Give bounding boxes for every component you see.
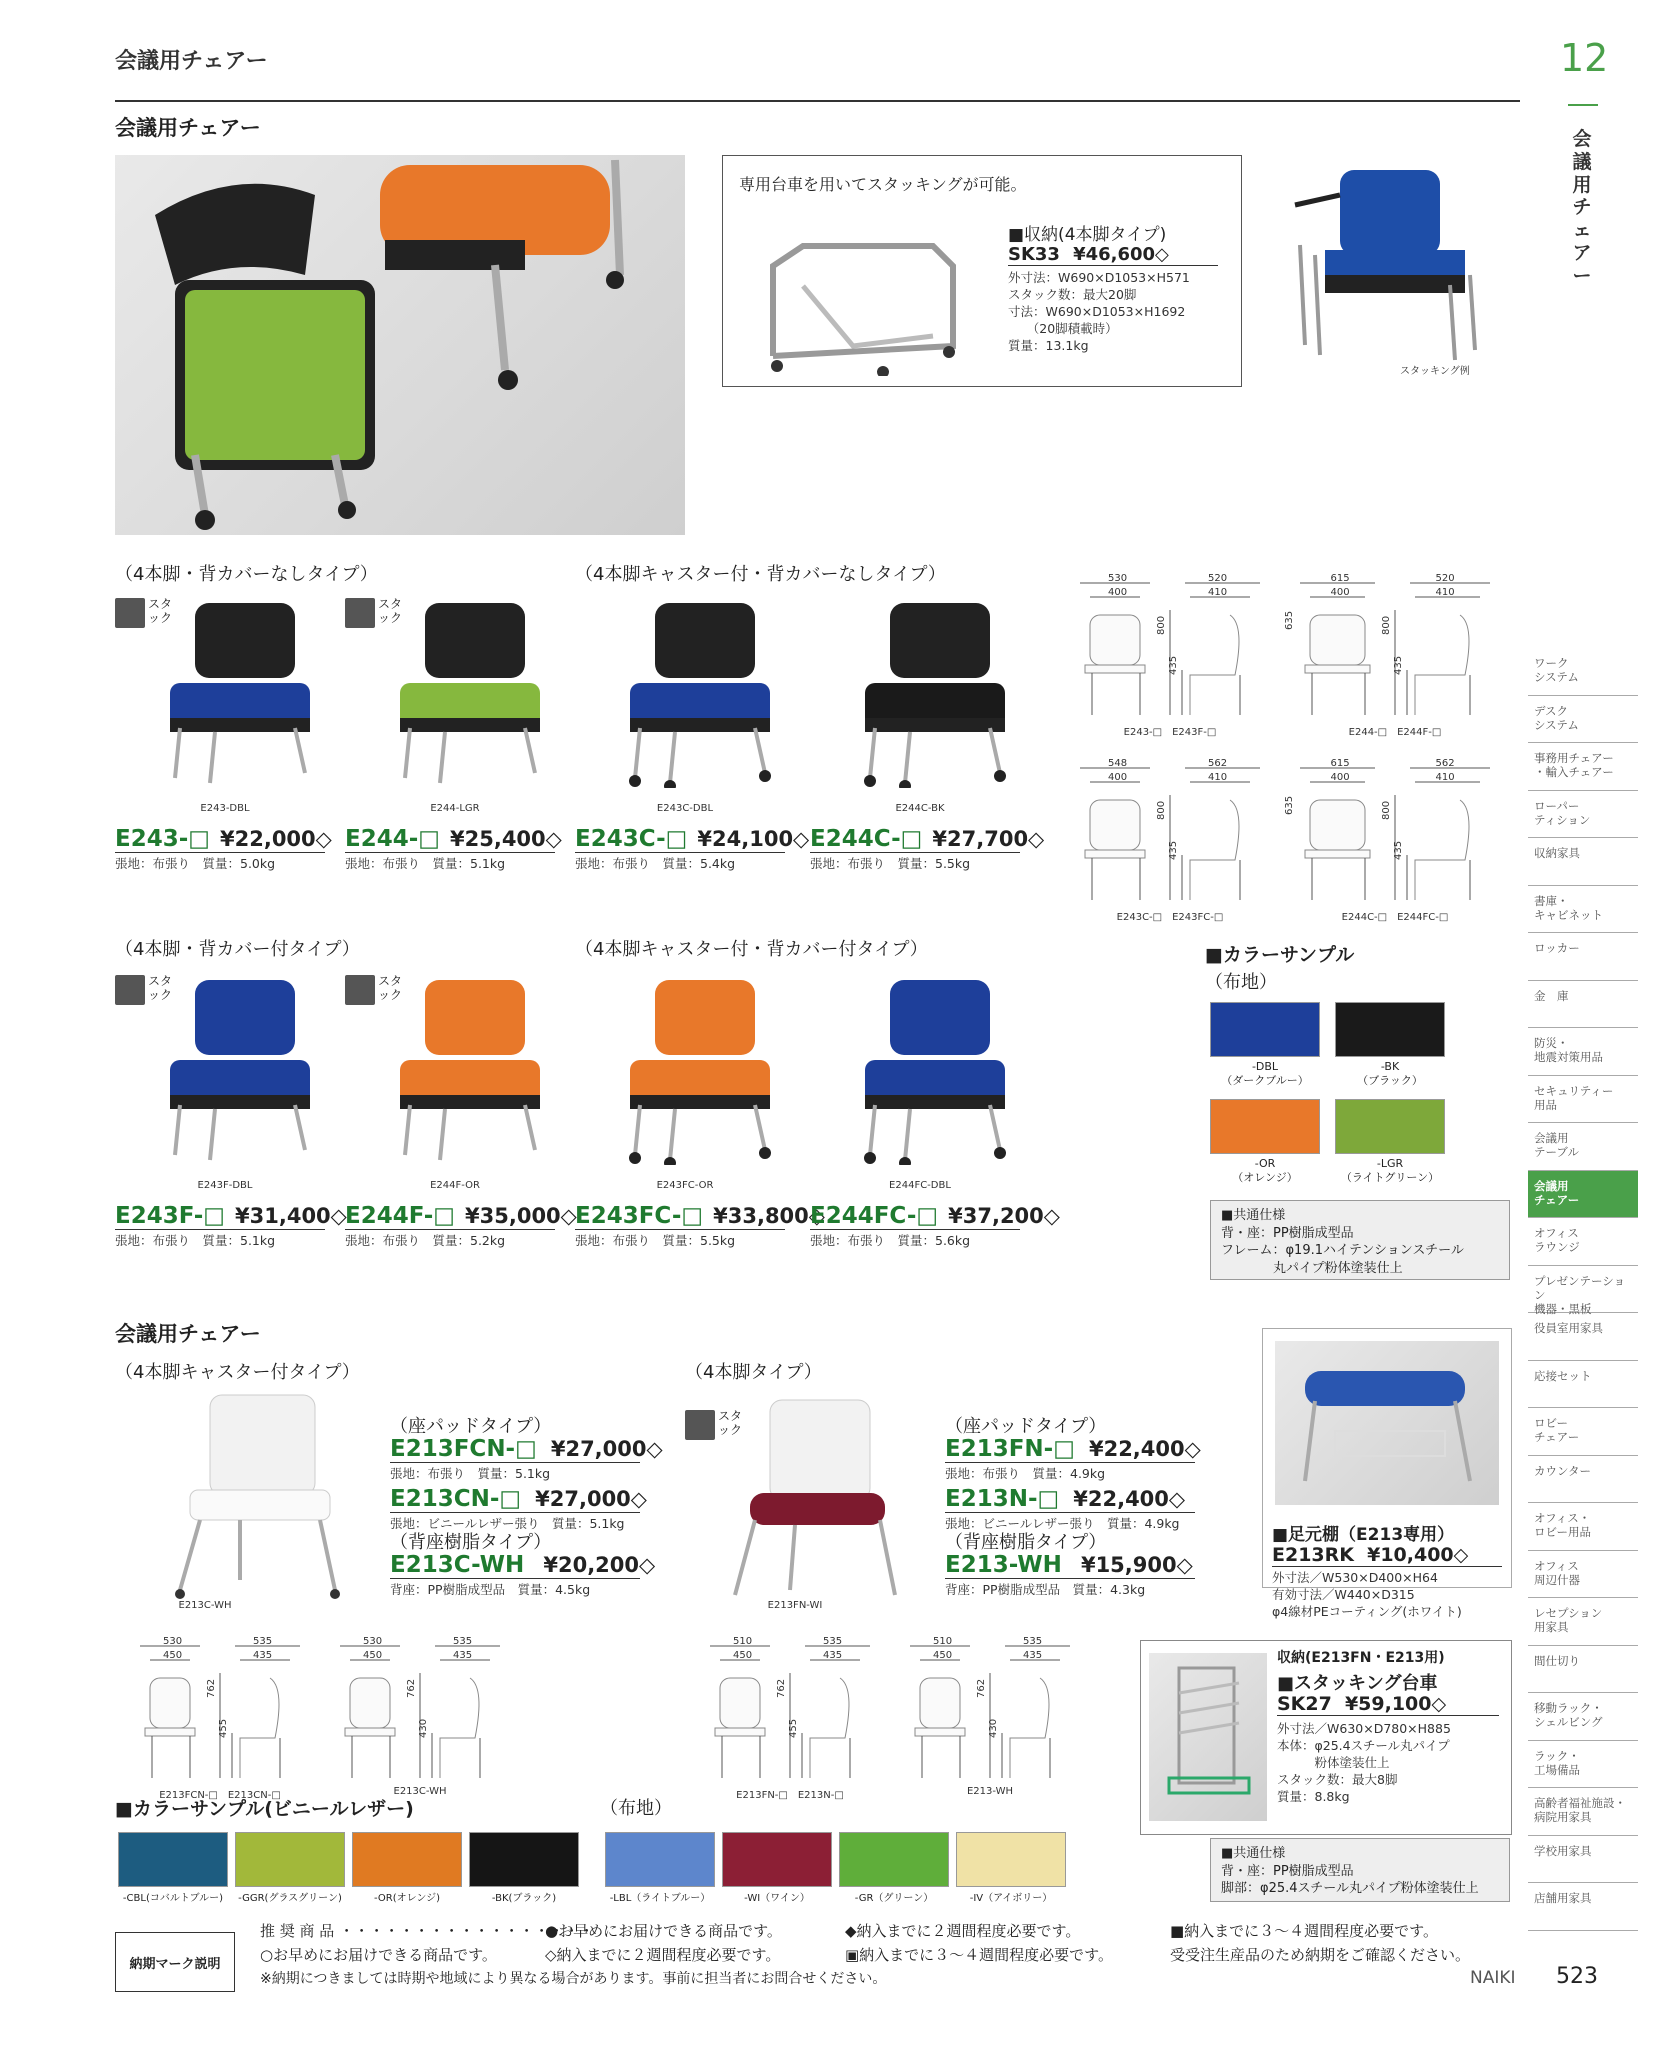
stack-icon — [345, 975, 375, 1005]
chair-image-label: E244-LGR — [430, 803, 480, 814]
dimension-label: 762 — [406, 1678, 417, 1698]
color-swatch — [1335, 1002, 1445, 1057]
dimension-label: 530 — [163, 1636, 183, 1647]
common-spec-1: ■共通仕様 背・座：PP樹脂成型品 フレーム：φ19.1ハイテンションスチール 丸パイプ粉体塗装仕上 — [1210, 1200, 1510, 1280]
sidebar-item[interactable]: レセプション 用家具 — [1528, 1598, 1638, 1646]
sidebar-item[interactable]: セキュリティー 用品 — [1528, 1076, 1638, 1124]
product-code-price — [575, 826, 810, 853]
chair-illustration — [145, 975, 325, 1165]
dimension-label: 450 — [163, 1650, 183, 1661]
delivery-mark-box: 納期マーク説明 — [115, 1932, 235, 1992]
dimension-label: 435 — [1393, 655, 1404, 675]
sidebar-item[interactable]: ローパー ティション — [1528, 791, 1638, 839]
stacking-lead: 専用台車を用いてスタッキングが可能。 — [739, 175, 1027, 194]
product-spec: 張地：布張り 質量：5.1kg — [390, 1466, 551, 1481]
caster-resin-spec: 背座：PP樹脂成型品 質量：4.5kg — [390, 1582, 591, 1597]
stack-icon — [115, 598, 145, 628]
sidebar-item[interactable]: オフィス ラウンジ — [1528, 1218, 1638, 1266]
sidebar-item[interactable]: デスク システム — [1528, 696, 1638, 744]
stack-icon-label: スタ ック — [718, 1409, 743, 1437]
footer-row1-3: ■納入までに３～４週間程度必要です。 — [1170, 1922, 1438, 1940]
dimension-label: 435 — [1393, 840, 1404, 860]
dimension-label: 400 — [1108, 587, 1128, 598]
stacking-spec: 外寸法：W690×D1053×H571 スタック数：最大20脚 寸法：W690×D1053×H1692 （20脚積載時） 質量：13.1kg — [1008, 270, 1190, 353]
color-swatch — [605, 1832, 715, 1887]
color-swatch-label: -CBL(コバルトブルー) — [122, 1893, 224, 1904]
stacking-example-illustration — [1280, 165, 1490, 365]
color-sample-title: ■カラーサンプル — [1205, 944, 1355, 966]
dimension-label: 455 — [788, 1718, 799, 1738]
color-swatch — [469, 1832, 579, 1887]
sk27-photo — [1149, 1653, 1267, 1821]
caster-group-label: （4本脚キャスター付タイプ） — [115, 1362, 360, 1383]
product-code: E213FN-□ — [945, 1436, 1075, 1462]
dimension-caption: E243-□ E243F-□ — [1123, 727, 1217, 738]
chair-image-label: E244C-BK — [895, 803, 945, 814]
dimension-label: 435 — [823, 1650, 843, 1661]
product-spec: 張地：布張り 質量：5.6kg — [810, 1233, 971, 1248]
product-code-price — [390, 1486, 647, 1513]
e213fn-chair-illustration — [730, 1395, 900, 1600]
product-spec: 張地：布張り 質量：5.4kg — [575, 856, 736, 871]
leg-group-label: （4本脚タイプ） — [685, 1362, 822, 1383]
dimension-label: 430 — [988, 1718, 999, 1738]
product-code: E243F-□ — [115, 1203, 226, 1229]
footer-row1-2: ◆納入までに２週間程度必要です。 — [845, 1922, 1081, 1940]
product-spec: 張地：布張り 質量：4.9kg — [945, 1466, 1106, 1481]
sidebar-item[interactable]: 高齢者福祉施設・ 病院用家具 — [1528, 1788, 1638, 1836]
color-swatch — [956, 1832, 1066, 1887]
product-price: ¥24,100◇ — [697, 827, 810, 851]
dimension-label: 510 — [933, 1636, 953, 1647]
product-code-price — [945, 1436, 1201, 1463]
product-code: E244F-□ — [345, 1203, 456, 1229]
dimension-label: 548 — [1108, 758, 1128, 769]
stacking-code-price — [1008, 244, 1218, 266]
product-code-price — [345, 1203, 577, 1230]
dimension-caption: E213-WH — [966, 1786, 1013, 1797]
page-number: 523 — [1556, 1964, 1598, 1989]
stacking-storage-title: ■収納(4本脚タイプ) — [1008, 225, 1167, 245]
product-spec: 張地：ビニールレザー張り 質量：5.1kg — [390, 1516, 625, 1531]
sidebar-item[interactable]: オフィス 周辺什器 — [1528, 1551, 1638, 1599]
sidebar-item[interactable]: 書庫・ キャビネット — [1528, 886, 1638, 934]
product-code-price — [115, 826, 332, 853]
footrest-illustration — [1275, 1341, 1501, 1505]
sk27-storage: 収納(E213FN・E213用) — [1277, 1650, 1445, 1666]
hero-photo — [115, 155, 685, 535]
dimension-label: 535 — [823, 1636, 843, 1647]
chair-image-label: E244FC-DBL — [889, 1180, 951, 1191]
stack-icon-label: スタ ック — [378, 974, 403, 1002]
sk27-code: SK27 — [1277, 1693, 1332, 1715]
dimension-label: 450 — [733, 1650, 753, 1661]
color-swatch-label: -BK （ブラック） — [1357, 1060, 1423, 1088]
color-swatch-label: -GR（グリーン） — [854, 1893, 934, 1904]
dimension-label: 410 — [1435, 587, 1455, 598]
common-spec-2: ■共通仕様 背・座：PP樹脂成型品 脚部：φ25.4スチール丸パイプ粉体塗装仕上 — [1210, 1838, 1510, 1902]
legs-resin-label: （背座樹脂タイプ） — [945, 1532, 1107, 1553]
sidebar-item[interactable]: 店舗用家具 — [1528, 1883, 1638, 1931]
sidebar-item[interactable]: 収納家具 — [1528, 838, 1638, 886]
dimension-label: 410 — [1208, 587, 1228, 598]
stacking-cart-box — [722, 155, 1242, 387]
sidebar-item[interactable]: ロビー チェアー — [1528, 1408, 1638, 1456]
dimension-label: 450 — [363, 1650, 383, 1661]
dimension-caption: E244C-□ E244FC-□ — [1341, 912, 1449, 923]
e213c-chair-illustration — [170, 1390, 350, 1600]
dimension-label: 400 — [1108, 772, 1128, 783]
dimension-label: 762 — [776, 1678, 787, 1698]
footer-note: ※納期につきましては時期や地域により異なる場合があります。事前に担当者にお問合せください。 — [260, 1971, 887, 1987]
sidebar-item[interactable]: オフィス・ ロビー用品 — [1528, 1503, 1638, 1551]
legs-resin-code: E213-WH — [945, 1552, 1062, 1578]
product-price: ¥27,000◇ — [550, 1437, 663, 1461]
product-price: ¥27,700◇ — [932, 827, 1045, 851]
product-spec: 張地：布張り 質量：5.5kg — [810, 856, 971, 871]
color-swatch — [235, 1832, 345, 1887]
legs-resin-spec: 背座：PP樹脂成型品 質量：4.3kg — [945, 1582, 1146, 1597]
dimension-label: 635 — [1284, 610, 1295, 630]
footer-row2-1: ◇納入までに２週間程度必要です。 — [545, 1946, 781, 1964]
sidebar-item[interactable]: 間仕切り — [1528, 1646, 1638, 1694]
color-swatch — [839, 1832, 949, 1887]
dimension-label: 435 — [1168, 655, 1179, 675]
color-swatch-label: -OR （オレンジ） — [1232, 1157, 1298, 1185]
dimension-label: 435 — [253, 1650, 273, 1661]
chair-illustration — [840, 975, 1020, 1165]
dimension-label: 530 — [1108, 573, 1128, 584]
dimension-label: 562 — [1208, 758, 1228, 769]
dimension-label: 435 — [453, 1650, 473, 1661]
sk27-price: ¥59,100◇ — [1344, 1693, 1447, 1715]
footrest-photo — [1275, 1341, 1499, 1505]
product-spec: 張地：布張り 質量：5.0kg — [115, 856, 276, 871]
caster-resin-code: E213C-WH — [390, 1552, 525, 1578]
color-swatch-label: -WI（ワイン） — [744, 1893, 810, 1904]
dimension-label: 435 — [1168, 840, 1179, 860]
dimension-label: 400 — [1330, 587, 1350, 598]
color-swatch — [1335, 1099, 1445, 1154]
product-spec: 張地：ビニールレザー張り 質量：4.9kg — [945, 1516, 1180, 1531]
dimension-label: 455 — [218, 1718, 229, 1738]
chair-image-label: E243C-DBL — [656, 803, 714, 814]
color-swatch — [1210, 1002, 1320, 1057]
product-price: ¥22,400◇ — [1088, 1437, 1201, 1461]
sidebar-item[interactable]: 役員室用家具 — [1528, 1313, 1638, 1361]
product-spec: 張地：布張り 質量：5.2kg — [345, 1233, 506, 1248]
caster-resin-row — [390, 1552, 656, 1579]
e213c-image-label: E213C-WH — [178, 1600, 232, 1611]
product-price: ¥37,200◇ — [948, 1204, 1060, 1228]
dimension-label: 400 — [1330, 772, 1350, 783]
product-code: E243FC-□ — [575, 1203, 704, 1229]
hero-chairs-illustration — [115, 155, 685, 535]
chair-illustration — [605, 975, 785, 1165]
legs-resin-row — [945, 1552, 1195, 1579]
dimension-label: 762 — [976, 1678, 987, 1698]
product-price: ¥33,800◇ — [713, 1204, 825, 1228]
sidebar-item[interactable]: 会議用 チェアー — [1528, 1171, 1638, 1219]
dimension-label: 800 — [1381, 800, 1392, 820]
product-price: ¥31,400◇ — [235, 1204, 347, 1228]
footrest-code-price — [1272, 1544, 1502, 1567]
e213fn-image-label: E213FN-WI — [767, 1600, 823, 1611]
product-code: E244C-□ — [810, 826, 923, 852]
legs-resin-price: ¥15,900◇ — [1080, 1553, 1193, 1577]
product-price: ¥22,000◇ — [220, 827, 332, 851]
color-swatch — [118, 1832, 228, 1887]
product-code-price — [810, 1203, 1060, 1230]
product-code-price — [575, 1203, 825, 1230]
dimension-label: 635 — [1284, 795, 1295, 815]
sidebar-item[interactable]: 防災・ 地震対策用品 — [1528, 1028, 1638, 1076]
color-swatch-label: -DBL （ダークブルー） — [1221, 1060, 1309, 1088]
product-price: ¥22,400◇ — [1073, 1487, 1186, 1511]
footrest-code: E213RK — [1272, 1544, 1354, 1566]
sidebar-item[interactable]: 金 庫 — [1528, 981, 1638, 1029]
sk27-code-price — [1277, 1693, 1499, 1716]
stacking-example-label: スタッキング例 — [1400, 366, 1470, 377]
dimension-label: 800 — [1156, 615, 1167, 635]
dimension-caption: E244-□ E244F-□ — [1348, 727, 1442, 738]
dimension-caption: E243C-□ E243FC-□ — [1116, 912, 1224, 923]
color-swatch — [352, 1832, 462, 1887]
sidebar-item[interactable]: カウンター — [1528, 1456, 1638, 1504]
color-swatch-label: -BK(ブラック) — [491, 1893, 557, 1904]
color-swatch-label: -OR(オレンジ) — [373, 1893, 440, 1904]
dimension-label: 562 — [1435, 758, 1455, 769]
sidebar-item[interactable]: ロッカー — [1528, 933, 1638, 981]
chair-image-label: E243-DBL — [200, 803, 250, 814]
dimension-caption: E213C-WH — [393, 1786, 447, 1797]
page-header-title: 会議用チェアー — [115, 49, 268, 74]
dimension-label: 535 — [253, 1636, 273, 1647]
product-code: E213FCN-□ — [390, 1436, 537, 1462]
color-swatch-label: -GGR(グラスグリーン) — [238, 1893, 342, 1904]
dimension-label: 615 — [1330, 573, 1350, 584]
sidebar-item[interactable]: 応接セット — [1528, 1361, 1638, 1409]
footer-row1-1: ●お早めにお届けできる商品です。 — [545, 1922, 782, 1940]
color-swatch-label: -IV（アイボリー） — [969, 1893, 1053, 1904]
brand-name: NAIKI — [1470, 1968, 1516, 1988]
caster-pad-label: （座パッドタイプ） — [390, 1416, 552, 1437]
sidebar-item[interactable]: プレゼンテーション 機器・黒板 — [1528, 1266, 1638, 1314]
chair-illustration — [375, 598, 555, 788]
sk27-illustration — [1149, 1653, 1267, 1821]
sidebar-item[interactable]: 事務用チェアー ・輸入チェアー — [1528, 743, 1638, 791]
chair-illustration — [840, 598, 1020, 788]
product-code: E244FC-□ — [810, 1203, 939, 1229]
color-sample-subtitle: （布地） — [1205, 972, 1277, 993]
sk27-title: ■スタッキング台車 — [1277, 1673, 1438, 1694]
dimension-label: 410 — [1208, 772, 1228, 783]
product-code: E243-□ — [115, 826, 210, 852]
sidebar-item[interactable]: 移動ラック・ シェルビング — [1528, 1693, 1638, 1741]
product-code: E243C-□ — [575, 826, 688, 852]
group-label-2: （4本脚キャスター付・背カバーなしタイプ） — [575, 564, 946, 585]
chair-illustration — [605, 598, 785, 788]
sidebar-item[interactable]: 学校用家具 — [1528, 1836, 1638, 1884]
dimension-label: 510 — [733, 1636, 753, 1647]
product-code: E213CN-□ — [390, 1486, 522, 1512]
chapter-dash — [1568, 104, 1598, 106]
chair-image-label: E243FC-OR — [656, 1180, 714, 1191]
stack-icon-label: スタ ック — [378, 597, 403, 625]
product-code-price — [345, 826, 562, 853]
dimension-label: 435 — [1023, 1650, 1043, 1661]
legs-pad-label: （座パッドタイプ） — [945, 1416, 1107, 1437]
color-swatch-label: -LBL（ライトブルー） — [609, 1893, 711, 1904]
dimension-label: 410 — [1435, 772, 1455, 783]
chair-image-label: E244F-OR — [430, 1180, 480, 1191]
stack-icon-label: スタ ック — [148, 974, 173, 1002]
dimension-label: 615 — [1330, 758, 1350, 769]
section2-title: 会議用チェアー — [115, 1322, 261, 1346]
footrest-price: ¥10,400◇ — [1367, 1544, 1469, 1566]
dimension-label: 800 — [1156, 800, 1167, 820]
footrest-spec: 外寸法／W530×D400×H64 有効寸法／W440×D315 φ4線材PEコーティング(ホワイト) — [1272, 1570, 1462, 1619]
product-code-price — [115, 1203, 347, 1230]
group-label-1: （4本脚・背カバーなしタイプ） — [115, 564, 378, 585]
color-swatch — [722, 1832, 832, 1887]
product-spec: 張地：布張り 質量：5.1kg — [345, 856, 506, 871]
product-spec: 張地：布張り 質量：5.5kg — [575, 1233, 736, 1248]
caster-resin-label: （背座樹脂タイプ） — [390, 1532, 552, 1553]
vinyl-sample-title: ■カラーサンプル(ビニールレザー) — [115, 1798, 414, 1820]
product-price: ¥35,000◇ — [465, 1204, 577, 1228]
dimension-label: 535 — [453, 1636, 473, 1647]
sk27-box — [1140, 1640, 1512, 1835]
fabric-sample-title: （布地） — [600, 1798, 672, 1819]
stack-icon — [685, 1410, 715, 1440]
chapter-number: 12 — [1560, 36, 1609, 80]
group-label-4: （4本脚キャスター付・背カバー付タイプ） — [575, 939, 928, 960]
stack-icon — [345, 598, 375, 628]
footer-row1-0: 推 奨 商 品 ・・・・・・・・・・・・・・・・・ — [260, 1922, 595, 1940]
sk27-spec: 外寸法／W630×D780×H885 本体：φ25.4スチール丸パイプ 粉体塗装仕上 スタック数：最大8脚 質量：8.8kg — [1277, 1721, 1451, 1804]
dimension-label: 800 — [1381, 615, 1392, 635]
dimension-label: 530 — [363, 1636, 383, 1647]
vertical-chapter-title: 会 議 用 チ ェ ア ー — [1572, 128, 1592, 287]
product-spec: 張地：布張り 質量：5.1kg — [115, 1233, 276, 1248]
footer-row2-0: ○お早めにお届けできる商品です。 — [260, 1946, 497, 1964]
stacking-code: SK33 — [1008, 244, 1060, 265]
footer-row2-2: ▣納入までに３～４週間程度必要です。 — [845, 1946, 1113, 1964]
dimension-caption: E213FN-□ E213N-□ — [736, 1790, 844, 1801]
product-price: ¥25,400◇ — [450, 827, 562, 851]
dimension-label: 450 — [933, 1650, 953, 1661]
dimension-label: 520 — [1208, 573, 1228, 584]
product-code: E244-□ — [345, 826, 440, 852]
cart-illustration — [763, 226, 963, 376]
sidebar-item[interactable]: ワーク システム — [1528, 648, 1638, 696]
group-label-3: （4本脚・背カバー付タイプ） — [115, 939, 360, 960]
sidebar-item[interactable]: ラック・ 工場備品 — [1528, 1741, 1638, 1789]
header-rule — [115, 100, 1520, 102]
product-code-price — [390, 1436, 663, 1463]
caster-resin-price: ¥20,200◇ — [543, 1553, 656, 1577]
product-code-price — [810, 826, 1045, 853]
chair-illustration — [375, 975, 555, 1165]
section1-title: 会議用チェアー — [115, 116, 261, 140]
chair-image-label: E243F-DBL — [197, 1180, 253, 1191]
stack-icon — [115, 975, 145, 1005]
stacking-price: ¥46,600◇ — [1073, 244, 1169, 265]
stack-icon-label: スタ ック — [148, 597, 173, 625]
product-price: ¥27,000◇ — [535, 1487, 647, 1511]
product-code-price — [945, 1486, 1195, 1513]
color-swatch-label: -LGR （ライトグリーン） — [1340, 1157, 1440, 1185]
footrest-title: ■足元棚（E213専用） — [1272, 1525, 1455, 1545]
chair-illustration — [145, 598, 325, 788]
sidebar-nav — [1528, 648, 1638, 1931]
dimension-label: 535 — [1023, 1636, 1043, 1647]
dimension-label: 430 — [418, 1718, 429, 1738]
dimension-caption: E213FCN-□ E213CN-□ — [159, 1790, 281, 1801]
dimension-label: 762 — [206, 1678, 217, 1698]
color-swatch — [1210, 1099, 1320, 1154]
footer-row2-3: 受受注生産品のため納期をご確認ください。 — [1170, 1946, 1471, 1964]
sidebar-item[interactable]: 会議用 テーブル — [1528, 1123, 1638, 1171]
dimension-label: 520 — [1435, 573, 1455, 584]
product-code: E213N-□ — [945, 1486, 1060, 1512]
